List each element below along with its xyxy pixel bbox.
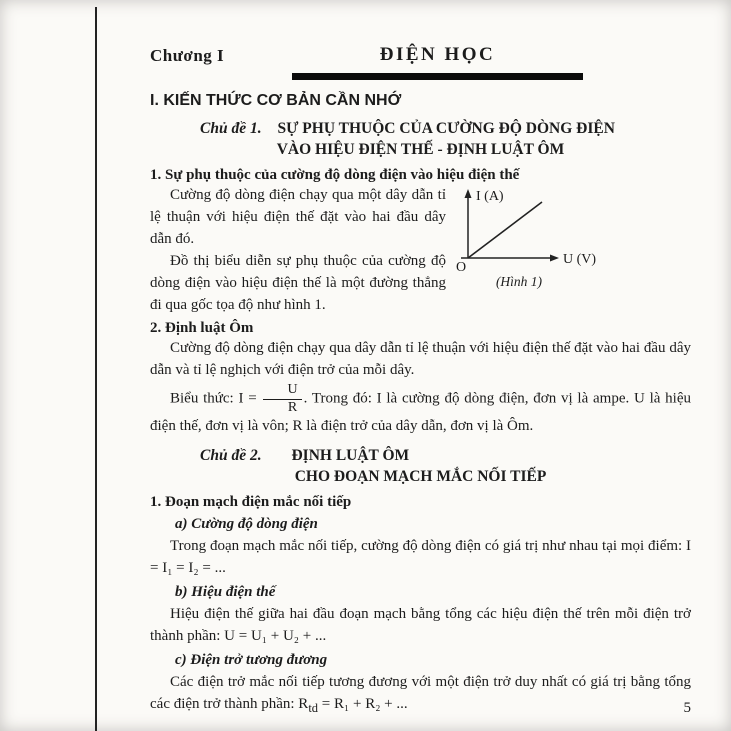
paragraph-dependence-1: Cường độ dòng điện chạy qua một dây dẫn tỉ lệ thuận với hiệu điện thế đặt vào hai đầu dây dẫn đó. — [150, 187, 446, 247]
origin-label: O — [456, 260, 467, 272]
item-c-heading: c) Điện trở tương đương — [175, 652, 328, 669]
page-content — [150, 44, 691, 719]
topic-2-heading-line1 — [150, 447, 691, 465]
paragraph-ohm-law: Cường độ dòng điện chạy qua dây dẫn tỉ lệ thuận với hiệu điện thế đặt vào hai đầu dây dẫn và tỉ lệ nghịch với điện trở của mỗi dây. — [150, 340, 691, 378]
page-number: 5 — [683, 700, 691, 716]
topic-1-title: SỰ PHỤ THUỘC CỦA CƯỜNG ĐỘ DÒNG ĐIỆN — [277, 120, 615, 137]
topic-2-label: Chủ đề 2. — [200, 447, 262, 465]
item-c-text-pre: Các điện trở mắc nối tiếp tương đương với một điện trở duy nhất có giá trị bằng tổng các điện trở thành phần: R — [150, 674, 691, 713]
margin-rule — [95, 7, 97, 731]
fraction-numerator: U — [263, 383, 301, 400]
topic-2-heading — [150, 447, 691, 486]
formula-intro: Biểu thức: I = — [170, 390, 262, 407]
subheading-dependence: 1. Sự phụ thuộc của cường độ dòng điện vào hiệu điện thế — [150, 167, 520, 183]
topic-1-heading-line2: VÀO HIỆU ĐIỆN THẾ - ĐỊNH LUẬT ÔM — [276, 141, 565, 158]
paragraphs-with-figure — [150, 184, 691, 316]
chapter-title: ĐIỆN HỌC — [379, 44, 496, 65]
item-c-text-post: = R₁ + R₂ + ... — [318, 696, 408, 713]
subheading-ohm-law: 2. Định luật Ôm — [150, 320, 254, 336]
section-heading: I. KIẾN THỨC CƠ BẢN CẦN NHỚ — [150, 92, 402, 109]
fraction-u-over-r — [263, 383, 301, 415]
title-underline-bar — [292, 73, 583, 80]
topic-1-label: Chủ đề 1. — [200, 120, 262, 137]
axis-y-label: I (A) — [476, 189, 504, 204]
paragraph-dependence-2: Đồ thị biểu diễn sự phụ thuộc của cường độ dòng điện vào hiệu điện thế là một đường thẳng đi qua gốc tọa độ như hình 1. — [150, 253, 446, 313]
figure-hinh-1 — [454, 186, 691, 288]
topic-1-heading — [150, 120, 691, 159]
topic-1-heading-line1 — [150, 120, 691, 138]
item-a-heading: a) Cường độ dòng điện — [175, 516, 318, 533]
iv-graph — [454, 186, 691, 272]
item-a-text: Trong đoạn mạch mắc nối tiếp, cường độ dòng điện có giá trị như nhau tại mọi điểm: I = I₁ = I₂ = ... — [150, 538, 691, 577]
item-b-text: Hiệu điện thế giữa hai đầu đoạn mạch bằng tổng các hiệu điện thế trên mỗi điện trở thành phần: U = U₁ + U₂ + ... — [150, 606, 691, 645]
subheading-series-circuit: 1. Đoạn mạch điện mắc nối tiếp — [150, 494, 352, 511]
item-c-subscript: td — [308, 701, 319, 716]
axis-x-label: U (V) — [563, 252, 597, 267]
paragraph-formula — [150, 383, 691, 437]
item-c-text — [150, 671, 691, 719]
chapter-label: Chương I — [150, 46, 225, 65]
item-b-heading: b) Hiệu điện thế — [175, 584, 276, 601]
topic-2-heading-line2: CHO ĐOẠN MẠCH MẮC NỐI TIẾP — [294, 468, 547, 486]
formula-explanation: . Trong đó: I là cường độ dòng điện, đơn vị là ampe. U là hiệu điện thế, đơn vị là vôn; R là điện trở của dây dẫn, đơn vị là Ôm. — [150, 390, 691, 435]
figure-caption: (Hình 1) — [495, 274, 543, 289]
chapter-header — [150, 44, 691, 68]
fraction-denominator: R — [287, 399, 298, 415]
topic-2-title: ĐỊNH LUẬT ÔM — [291, 447, 410, 465]
